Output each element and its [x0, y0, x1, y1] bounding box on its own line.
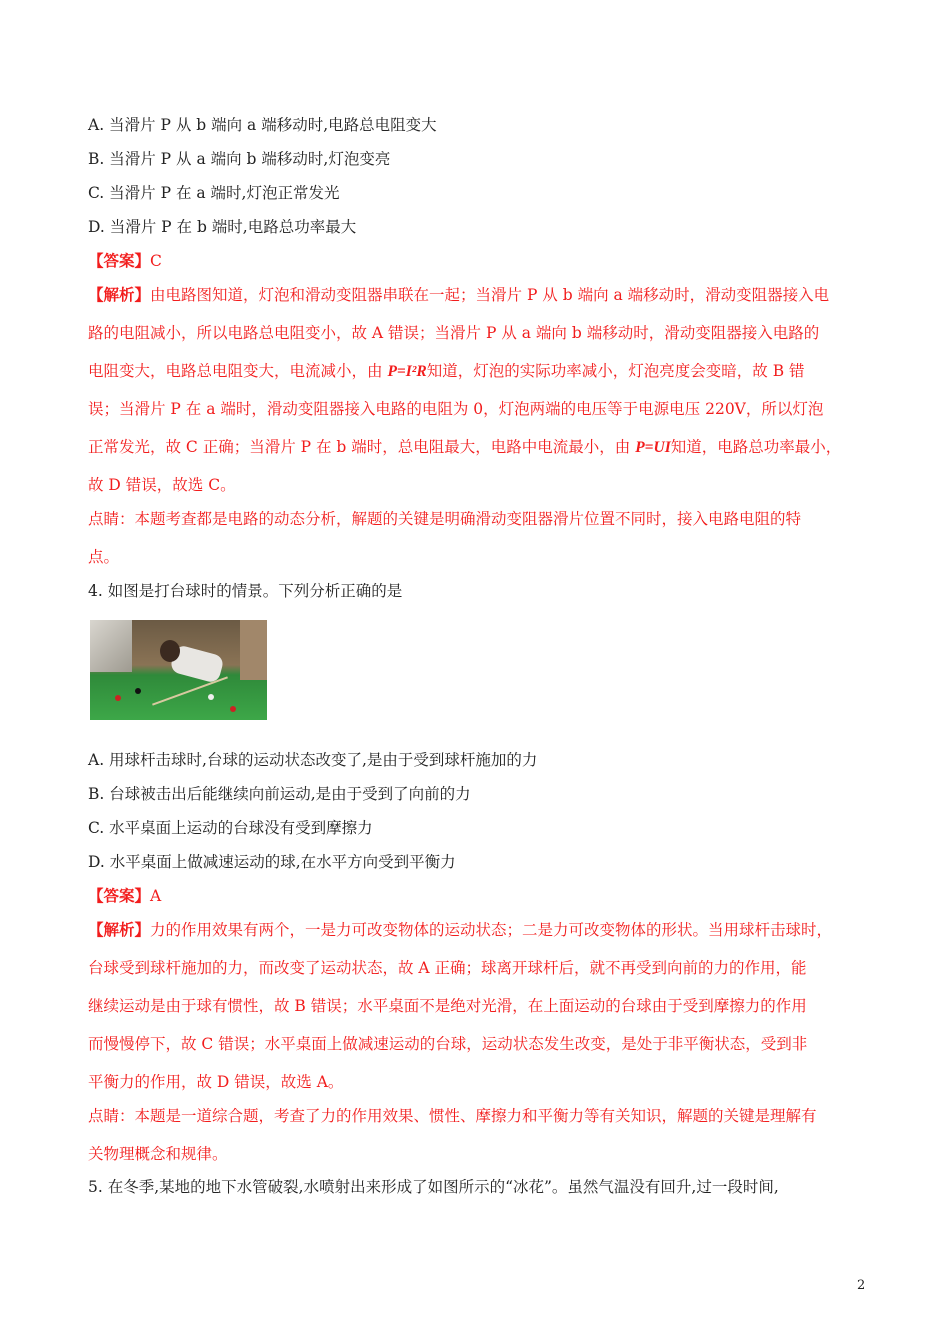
option-b — [88, 149, 390, 169]
analysis-line — [88, 920, 832, 940]
wall — [240, 620, 267, 680]
comment-line — [88, 509, 801, 529]
ball — [115, 695, 121, 701]
option-a — [88, 115, 437, 135]
analysis-line — [88, 399, 823, 419]
analysis-text: 正常发光，故 C 正确；当滑片 P 在 b 端时，总电阻最大，电路中电流最小，由 — [88, 438, 636, 456]
option-text: C. 水平桌面上运动的台球没有受到摩擦力 — [88, 819, 373, 837]
comment-line — [88, 1106, 817, 1126]
option-text: A. 用球杆击球时,台球的运动状态改变了,是由于受到球杆施加的力 — [88, 751, 538, 769]
option-a — [88, 750, 537, 770]
analysis-line — [88, 323, 819, 343]
analysis-text: 路的电阻减小，所以电路总电阻变小，故 A 错误；当滑片 P 从 a 端向 b 端移动时，滑动变阻器接入电路的 — [88, 324, 820, 342]
option-text: D. 当滑片 P 在 b 端时,电路总功率最大 — [88, 218, 357, 236]
analysis-line — [88, 1034, 807, 1054]
analysis-label: 【解析】 — [88, 920, 151, 939]
answer-value: C — [150, 252, 162, 270]
comment-line — [88, 547, 119, 567]
analysis-text: 知道，电路总功率最小， — [670, 438, 842, 456]
comment-text: 点睛：本题考查都是电路的动态分析，解题的关键是明确滑动变阻器滑片位置不同时，接入电路电阻的特 — [88, 510, 802, 528]
comment-line — [88, 1144, 228, 1164]
answer-label: 【答案】 — [88, 886, 151, 905]
analysis-label: 【解析】 — [88, 285, 151, 304]
comment-text: 关物理概念和规律。 — [88, 1145, 228, 1163]
answer-line — [88, 251, 162, 271]
ball — [208, 694, 214, 700]
analysis-line — [88, 361, 805, 382]
option-text: B. 台球被击出后能继续向前运动,是由于受到了向前的力 — [88, 785, 471, 803]
analysis-text: 力的作用效果有两个，一是力可改变物体的运动状态；二是力可改变物体的形状。当用球杆击球时， — [150, 921, 833, 939]
analysis-text: 平衡力的作用，故 D 错误，故选 A。 — [88, 1073, 344, 1091]
analysis-text: 电阻变大，电路总电阻变大，电流减小，由 — [88, 362, 388, 380]
question-4-stem — [88, 581, 402, 601]
answer-value: A — [150, 887, 162, 905]
analysis-text: 知道，灯泡的实际功率减小，灯泡亮度会变暗，故 B 错 — [426, 362, 805, 380]
comment-text: 点睛：本题是一道综合题，考查了力的作用效果、惯性、摩擦力和平衡力等有关知识，解题的关键是理解有 — [88, 1107, 817, 1125]
cue-stick — [152, 676, 228, 705]
comment-text: 点。 — [88, 548, 120, 566]
analysis-text: 而慢慢停下，故 C 错误；水平桌面上做减速运动的台球，运动状态发生改变，是处于非平衡状态，受到非 — [88, 1035, 808, 1053]
question-stem: 5. 在冬季,某地的地下水管破裂,水喷射出来形成了如图所示的“冰花”。虽然气温没有回升,过一段时间, — [88, 1178, 779, 1196]
analysis-text: 误；当滑片 P 在 a 端时，滑动变阻器接入电路的电阻为 0，灯泡两端的电压等于电源电压 220V，所以灯泡 — [88, 400, 824, 418]
option-text: B. 当滑片 P 从 a 端向 b 端移动时,灯泡变亮 — [88, 150, 391, 168]
analysis-text: 故 D 错误，故选 C。 — [88, 476, 236, 494]
answer-line — [88, 886, 161, 906]
answer-label: 【答案】 — [88, 251, 151, 270]
option-b — [88, 784, 471, 804]
ball — [135, 688, 141, 694]
question-5-stem — [88, 1177, 779, 1197]
ball — [230, 706, 236, 712]
analysis-line — [88, 1072, 343, 1092]
analysis-line — [88, 958, 807, 978]
question-stem: 4. 如图是打台球时的情景。下列分析正确的是 — [88, 582, 403, 600]
option-c — [88, 183, 339, 203]
option-c — [88, 818, 373, 838]
option-text: A. 当滑片 P 从 b 端向 a 端移动时,电路总电阻变大 — [88, 116, 437, 134]
analysis-line — [88, 437, 841, 458]
analysis-line — [88, 996, 807, 1016]
option-d — [88, 217, 356, 237]
page-number: 2 — [857, 1278, 866, 1293]
formula: P=UI — [635, 439, 671, 456]
analysis-text: 由电路图知道，灯泡和滑动变阻器串联在一起；当滑片 P 从 b 端向 a 端移动时，滑动变阻器接入电 — [150, 286, 830, 304]
option-text: C. 当滑片 P 在 a 端时,灯泡正常发光 — [88, 184, 340, 202]
formula: P=I²R — [387, 363, 427, 380]
analysis-text: 台球受到球杆施加的力，而改变了运动状态，故 A 正确；球离开球杆后，就不再受到向前的力的作用，能 — [88, 959, 807, 977]
analysis-line — [88, 285, 829, 305]
billiards-photo — [90, 620, 267, 720]
option-d — [88, 852, 456, 872]
player-head — [160, 640, 180, 662]
window — [90, 620, 132, 672]
option-text: D. 水平桌面上做减速运动的球,在水平方向受到平衡力 — [88, 853, 456, 871]
analysis-line — [88, 475, 236, 495]
analysis-text: 继续运动是由于球有惯性，故 B 错误；水平桌面不是绝对光滑，在上面运动的台球由于受到摩擦力的作用 — [88, 997, 807, 1015]
